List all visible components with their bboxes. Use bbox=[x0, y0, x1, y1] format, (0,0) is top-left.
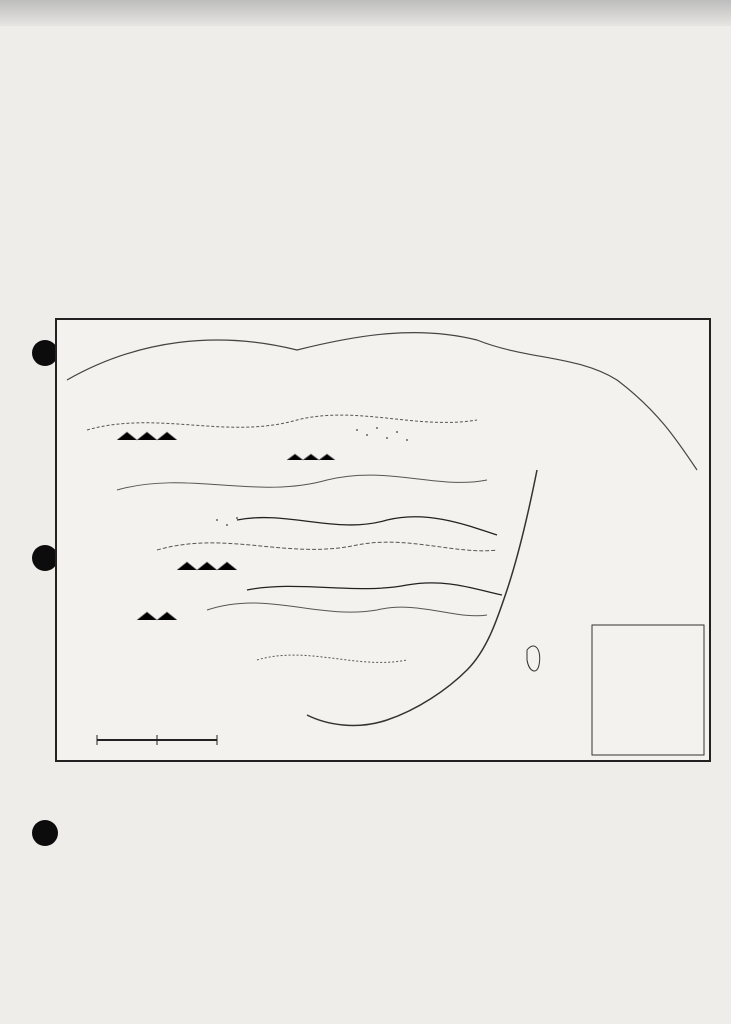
top-text-block bbox=[70, 60, 690, 290]
page-top-edge bbox=[0, 0, 731, 26]
bottom-text-block bbox=[65, 765, 705, 1000]
map-china-eight-zones bbox=[55, 318, 711, 762]
binding-hole-bottom bbox=[32, 820, 58, 846]
map-drawing bbox=[57, 320, 709, 760]
